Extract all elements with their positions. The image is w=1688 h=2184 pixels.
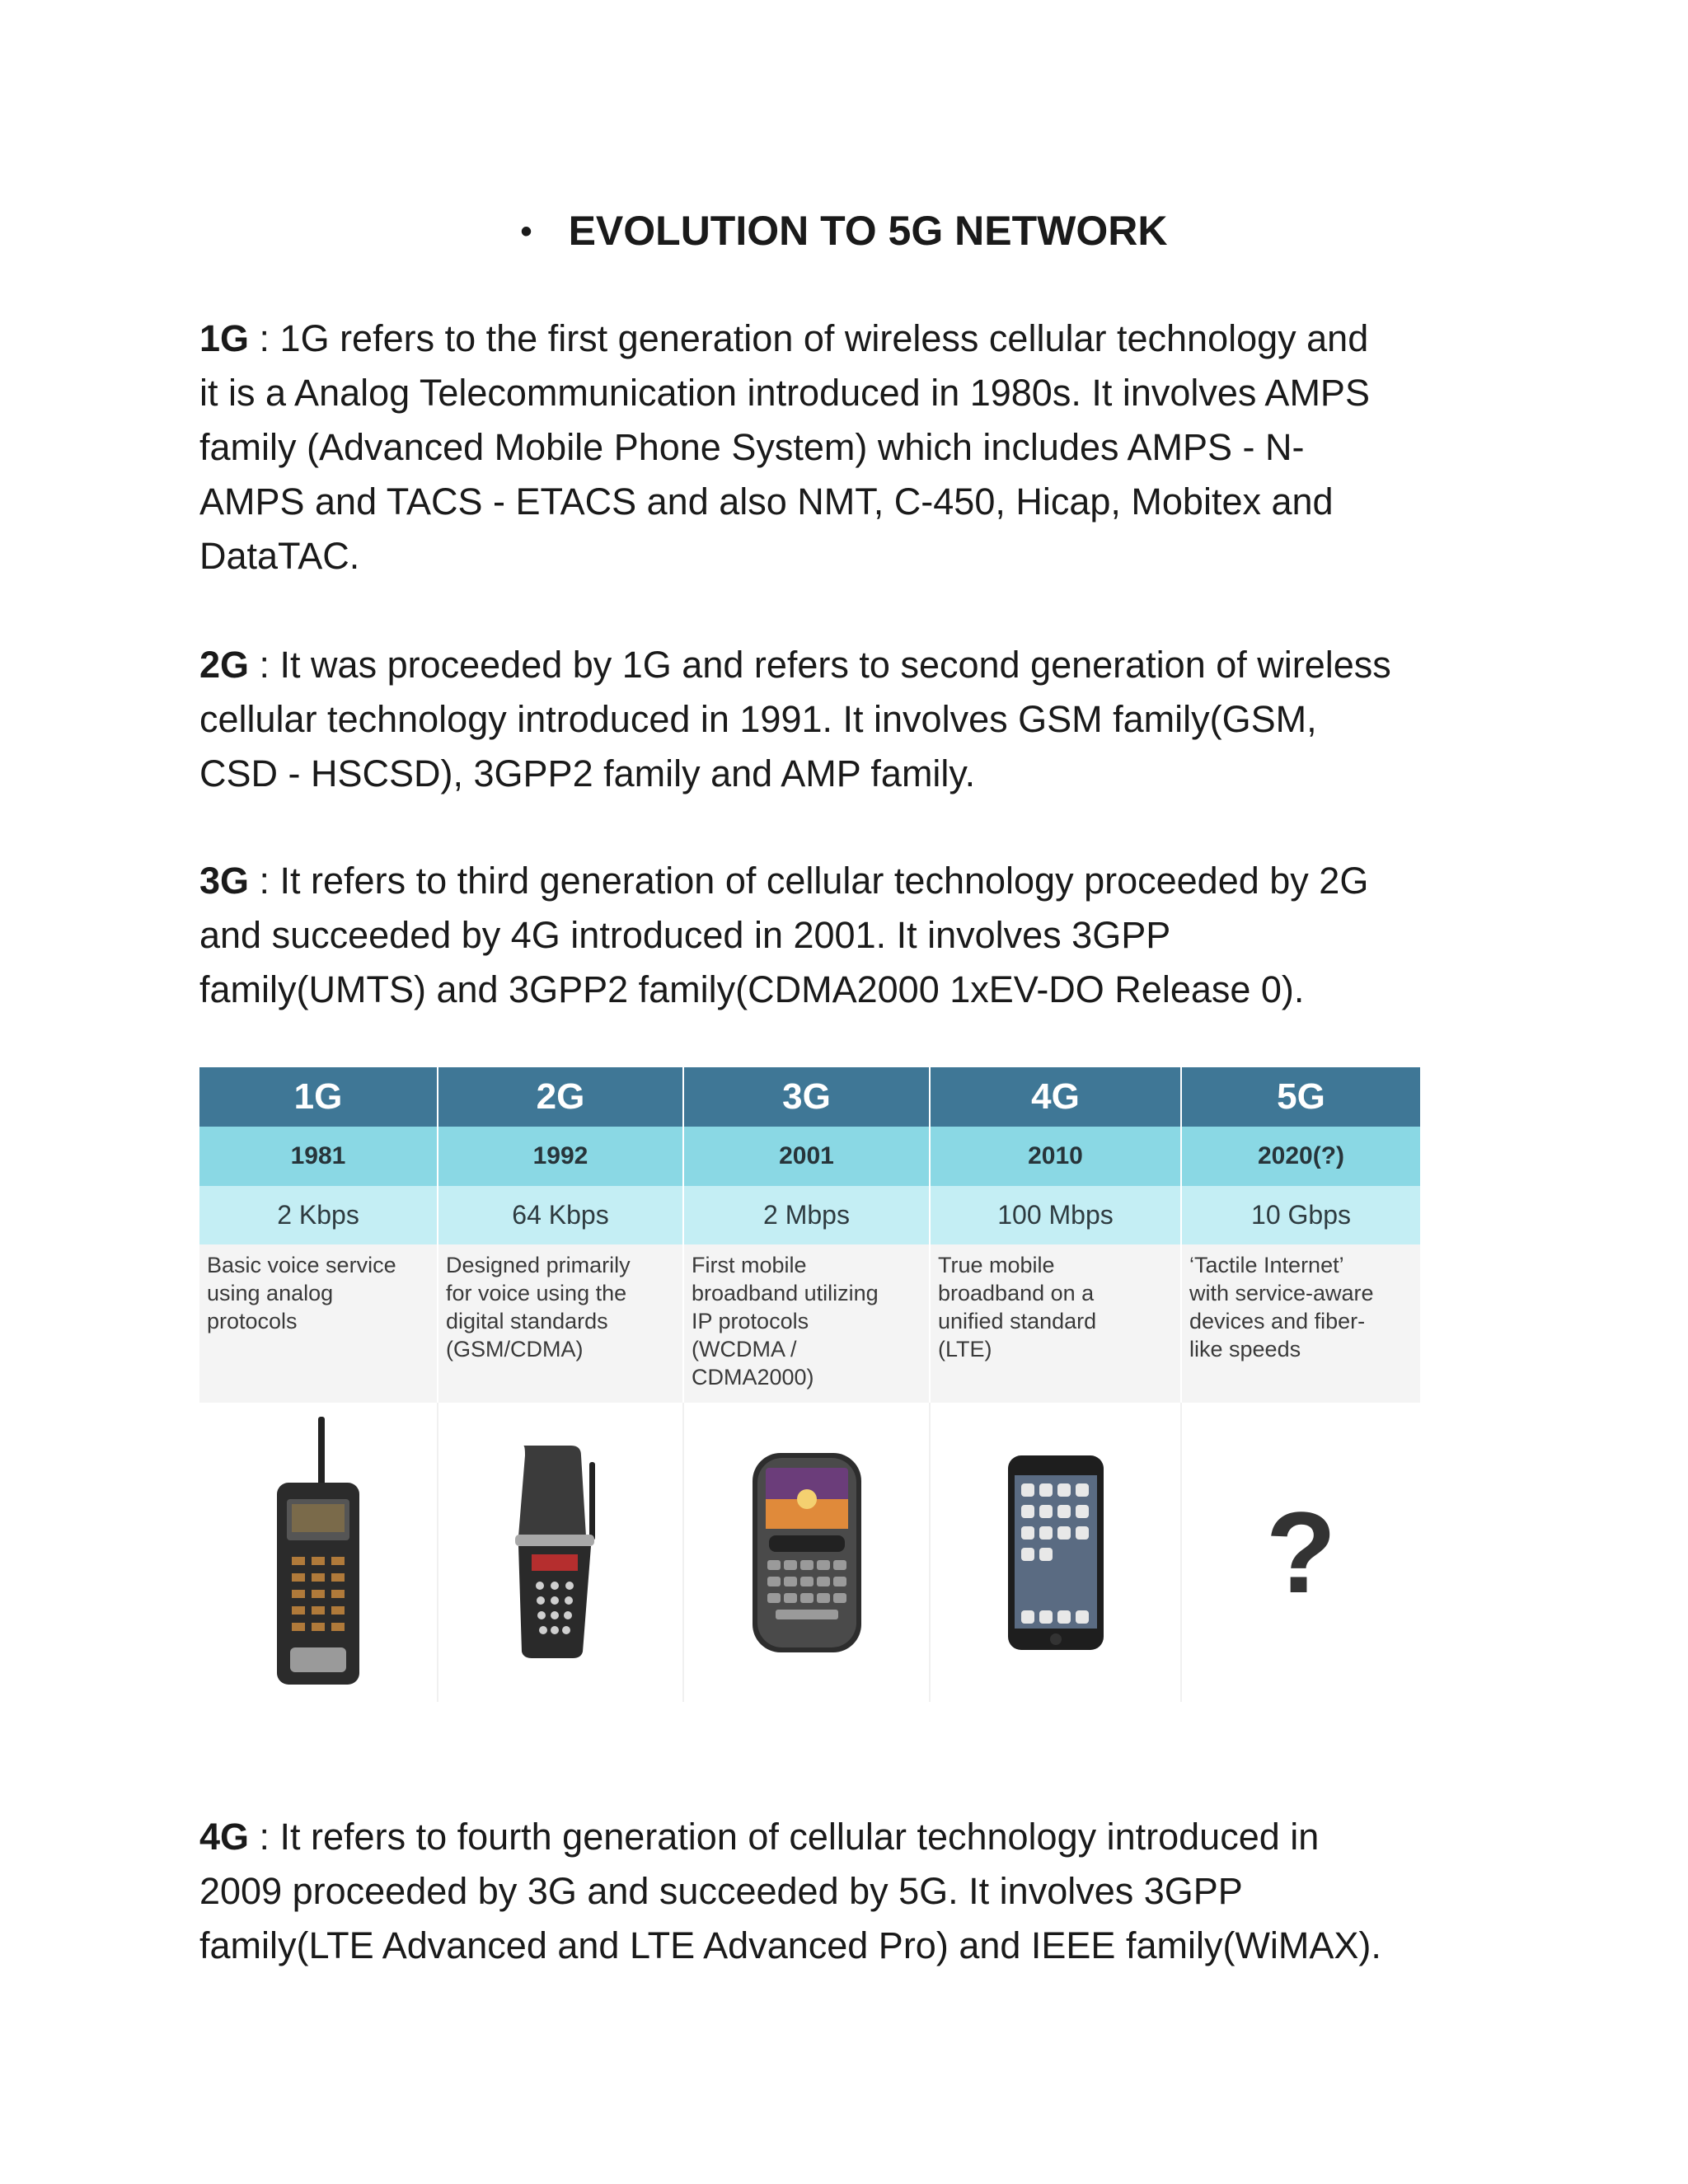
paragraph-line: it is a Analog Telecommunication introduced in 1980s. It involves AMPS (199, 372, 1370, 414)
desc-line: protocols (207, 1309, 298, 1333)
paragraph-2g (199, 638, 1493, 801)
table-header-cell: 1G (199, 1067, 438, 1127)
flip-phone-icon (507, 1446, 614, 1660)
desc-line: digital standards (446, 1309, 608, 1333)
paragraph-line: family (Advanced Mobile Phone System) which includes AMPS - N- (199, 426, 1305, 468)
table-image-cell (199, 1403, 438, 1702)
table-image-cell (438, 1403, 684, 1702)
table-speed-cell: 10 Gbps (1182, 1186, 1420, 1244)
paragraph-line (199, 1810, 1493, 1864)
paragraph-line: CSD - HSCSD), 3GPP2 family and AMP family. (199, 752, 976, 794)
table-header-cell: 4G (931, 1067, 1182, 1127)
paragraph-line: cellular technology introduced in 1991. It involves GSM family(GSM, (199, 698, 1317, 740)
desc-line: ‘Tactile Internet’ (1189, 1253, 1344, 1277)
paragraph-line (199, 312, 1493, 366)
table-year-cell: 1992 (438, 1127, 684, 1186)
generation-label: 1G (199, 317, 250, 359)
bullet-icon: • (520, 213, 532, 250)
paragraph-line (199, 854, 1493, 908)
generation-label: 3G (199, 860, 250, 902)
paragraph-1g (199, 312, 1493, 583)
paragraph-line: 2009 proceeded by 3G and succeeded by 5G. It involves 3GPP (199, 1870, 1243, 1912)
smartphone-icon (1006, 1454, 1105, 1652)
paragraph-line-text: : It refers to third generation of cellular technology proceeded by 2G (249, 860, 1369, 902)
desc-line: CDMA2000) (692, 1365, 814, 1390)
paragraph-line-text: : It refers to fourth generation of cellular technology introduced in (249, 1816, 1320, 1858)
paragraph-3g (199, 854, 1493, 1017)
desc-line: (WCDMA / (692, 1337, 797, 1361)
paragraph-line (199, 638, 1493, 692)
table-desc-cell (438, 1244, 684, 1403)
table-desc-cell (931, 1244, 1182, 1403)
desc-line: broadband on a (938, 1281, 1095, 1305)
table-year-cell: 2001 (684, 1127, 931, 1186)
paragraph-line-text: : 1G refers to the first generation of wireless cellular technology and (249, 317, 1369, 359)
table-speed-cell: 64 Kbps (438, 1186, 684, 1244)
desc-line: like speeds (1189, 1337, 1301, 1361)
page-title-text: EVOLUTION TO 5G NETWORK (568, 208, 1168, 254)
desc-line: Designed primarily (446, 1253, 631, 1277)
table-desc-cell (684, 1244, 931, 1403)
paragraph-line: family(LTE Advanced and LTE Advanced Pro) and IEEE family(WiMAX). (199, 1924, 1381, 1966)
table-year-cell: 1981 (199, 1127, 438, 1186)
paragraph-line: family(UMTS) and 3GPP2 family(CDMA2000 1xEV-DO Release 0). (199, 968, 1305, 1010)
table-header-cell: 5G (1182, 1067, 1420, 1127)
desc-line: devices and fiber- (1189, 1309, 1366, 1333)
desc-line: First mobile (692, 1253, 807, 1277)
table-desc-cell (199, 1244, 438, 1403)
desc-line: unified standard (938, 1309, 1097, 1333)
desc-line: IP protocols (692, 1309, 809, 1333)
desc-line: (LTE) (938, 1337, 992, 1361)
table-year-cell: 2020(?) (1182, 1127, 1420, 1186)
desc-line: Basic voice service (207, 1253, 396, 1277)
question-mark-icon: ? (1265, 1487, 1337, 1617)
desc-line: for voice using the (446, 1281, 627, 1305)
desc-line: broadband utilizing (692, 1281, 879, 1305)
blackberry-phone-icon (749, 1450, 865, 1656)
brick-phone-icon (269, 1417, 368, 1689)
page-title (0, 202, 1688, 260)
desc-line: with service-aware (1189, 1281, 1374, 1305)
paragraph-line: DataTAC. (199, 535, 360, 577)
table-header-cell: 3G (684, 1067, 931, 1127)
table-image-cell (684, 1403, 931, 1702)
generation-label: 4G (199, 1816, 250, 1858)
table-year-cell: 2010 (931, 1127, 1182, 1186)
paragraph-line: and succeeded by 4G introduced in 2001. It involves 3GPP (199, 914, 1171, 956)
desc-line: using analog (207, 1281, 334, 1305)
paragraph-line: AMPS and TACS - ETACS and also NMT, C-450, Hicap, Mobitex and (199, 480, 1334, 523)
generation-label: 2G (199, 644, 250, 686)
table-speed-cell: 100 Mbps (931, 1186, 1182, 1244)
desc-line: True mobile (938, 1253, 1055, 1277)
table-header-cell: 2G (438, 1067, 684, 1127)
table-desc-cell (1182, 1244, 1420, 1403)
table-speed-cell: 2 Mbps (684, 1186, 931, 1244)
table-image-cell (1182, 1403, 1420, 1702)
table-image-cell (931, 1403, 1182, 1702)
table-speed-cell: 2 Kbps (199, 1186, 438, 1244)
paragraph-line-text: : It was proceeded by 1G and refers to second generation of wireless (249, 644, 1391, 686)
desc-line: (GSM/CDMA) (446, 1337, 584, 1361)
generations-table (199, 1067, 1420, 1702)
paragraph-4g (199, 1810, 1493, 1973)
